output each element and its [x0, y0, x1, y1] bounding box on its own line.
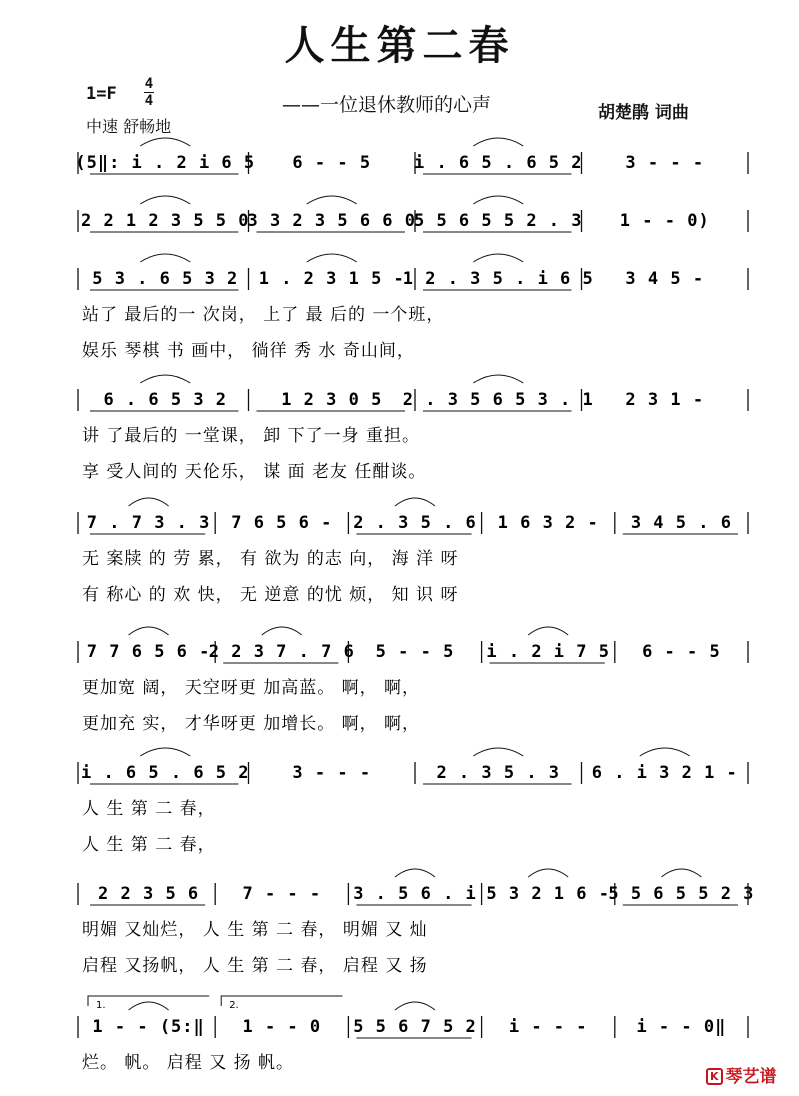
slur: [395, 498, 435, 506]
lyric-line: 明媚 又灿烂， 人 生 第 二 春， 明媚 又 灿: [82, 920, 428, 940]
measure: 3 4 5 . 6: [630, 513, 732, 533]
measure: 2 . 3 5 . 3: [436, 763, 561, 783]
measure: 1 2 3 0 5: [281, 390, 383, 410]
lyric-line: 站了 最后的一 次岗， 上了 最 后的 一个班，: [82, 305, 445, 325]
slur: [129, 498, 169, 506]
slur: [262, 627, 302, 635]
measure: 5 5 6 5 5 2 3: [608, 884, 755, 904]
measure: 3 - - -: [292, 763, 372, 783]
slur: [307, 196, 357, 204]
logo-text: 琴艺谱: [725, 1067, 777, 1087]
measure: 1 - - 0: [242, 1017, 322, 1037]
lyric-line: 有 称心 的 欢 快， 无 逆意 的忧 烦， 知 识 呀: [82, 585, 459, 605]
measure: 3 4 5 -: [625, 269, 705, 289]
measure: 2 2 3 7 . 7 6: [208, 642, 355, 662]
measure: 5 5 6 7 5 2: [353, 1017, 477, 1037]
volta-bracket: [88, 996, 209, 1006]
slur: [140, 375, 190, 383]
measure: 5 - - 5: [375, 642, 455, 662]
measure: 5 5 6 5 5 2 . 3: [413, 211, 583, 231]
watermark-logo: K 琴艺谱: [706, 1062, 777, 1087]
measure: i - - -: [508, 1017, 588, 1037]
measure: 3 - - -: [625, 153, 705, 173]
measure: 2 2 1 2 3 5 5 0: [80, 211, 250, 231]
measure: 3 3 2 3 5 6 6 0: [247, 211, 417, 231]
key-signature: 1=F: [86, 84, 117, 104]
slur: [473, 196, 523, 204]
measure: i . 2 i 7 5: [486, 642, 610, 662]
measure: 2 2 3 5 6: [98, 884, 200, 904]
measure: 3 . 5 6 . i: [353, 884, 477, 904]
lyric-line: 人 生 第 二 春，: [82, 799, 216, 819]
slur: [140, 196, 190, 204]
lyric-line: 启程 又扬帆， 人 生 第 二 春， 启程 又 扬: [82, 956, 428, 976]
lyric-line: 娱乐 琴棋 书 画中， 徜徉 秀 水 奇山间，: [82, 341, 415, 361]
author-credit: 胡楚鹃 词曲: [598, 103, 689, 123]
slur: [473, 138, 523, 146]
slur: [395, 869, 435, 877]
measure: 6 . 6 5 3 2: [103, 390, 228, 410]
volta-label: 1.: [96, 1000, 106, 1011]
slur: [473, 254, 523, 262]
slur: [140, 138, 190, 146]
measure: 7 7 6 5 6 -: [86, 642, 211, 662]
lyric-line: 更加充 实， 才华呀更 加增长。 啊， 啊，: [82, 714, 421, 734]
slur: [528, 869, 568, 877]
measure: 1 . 2 3 1 5 -: [258, 269, 405, 289]
measure: 1 6 3 2 -: [497, 513, 599, 533]
slur: [395, 1002, 435, 1010]
volta-label: 2.: [229, 1000, 239, 1011]
slur: [473, 748, 523, 756]
volta-bracket: [221, 996, 342, 1006]
lyric-line: 烂。 帆。 启程 又 扬 帆。: [82, 1053, 295, 1073]
measure: 7 6 5 6 -: [231, 513, 333, 533]
measure: i . 6 5 . 6 5 2: [413, 153, 583, 173]
measure: 1 - - 0): [619, 211, 710, 231]
subtitle: ——一位退休教师的心声: [282, 94, 492, 116]
slur: [307, 254, 357, 262]
slur: [640, 748, 690, 756]
measure: 6 - - 5: [642, 642, 721, 662]
slur: [473, 375, 523, 383]
slur: [661, 869, 701, 877]
lyric-line: 无 案牍 的 劳 累， 有 欲为 的志 向， 海 洋 呀: [82, 549, 459, 569]
measure: i . 6 5 . 6 5 2: [80, 763, 250, 783]
slur: [528, 627, 568, 635]
tempo-marking: 中速 舒畅地: [86, 117, 172, 136]
measure: 6 . i 3 2 1 -: [591, 763, 738, 783]
measure: 2 3 1 -: [625, 390, 705, 410]
measure: 2 . 3 5 . 6: [353, 513, 477, 533]
slur: [129, 627, 169, 635]
measure: 6 - - 5: [292, 153, 372, 173]
slur: [140, 254, 190, 262]
lyric-line: 更加宽 阔， 天空呀更 加高蓝。 啊， 啊，: [82, 678, 421, 698]
measure: i - - 0‖: [636, 1017, 727, 1037]
song-title: 人生第二春: [284, 23, 515, 69]
measure: 7 . 7 3 . 3: [86, 513, 211, 533]
time-sig-top: 4: [144, 76, 154, 92]
slur: [140, 748, 190, 756]
lyric-line: 讲 了最后的 一堂课， 卸 下了一身 重担。: [82, 426, 421, 446]
measure: 2 . 3 5 6 5 3 . 1: [402, 390, 594, 410]
lyric-line: 人 生 第 二 春，: [82, 835, 216, 855]
measure: (5‖: i . 2 i 6 5: [75, 153, 256, 173]
measure: 1 2 . 3 5 . i 6 5: [402, 269, 594, 289]
measure: 5 3 . 6 5 3 2: [92, 269, 239, 289]
measure: 5 3 2 1 6 -: [486, 884, 610, 904]
measure: 1 - - (5:‖: [92, 1017, 205, 1037]
lyric-line: 享 受人间的 天伦乐， 谋 面 老友 任酣谈。: [82, 462, 427, 482]
time-sig-bottom: 4: [144, 93, 154, 109]
measure: 7 - - -: [242, 884, 322, 904]
slur: [129, 1002, 169, 1010]
